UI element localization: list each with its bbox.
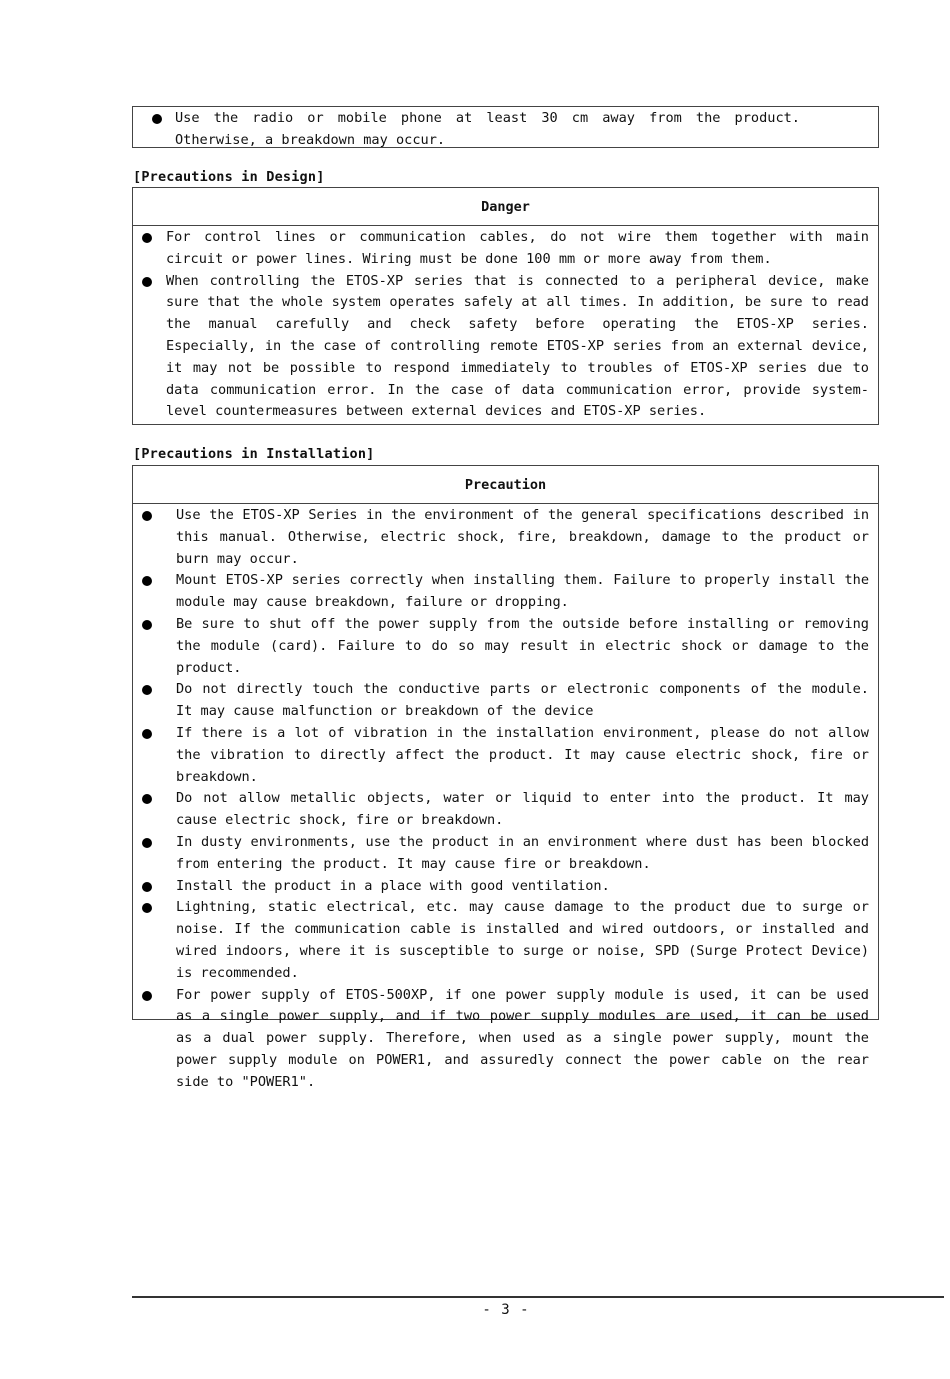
bullet-icon xyxy=(142,576,152,586)
page-number: - 3 - xyxy=(482,1302,530,1318)
list-item-text: Be sure to shut off the power supply from the outside before installing or removing the module (card). Failure to do so may result in electric shock or damage to the product. xyxy=(176,615,869,676)
list-item-text: In dusty environments, use the product in an environment where dust has been blocked from entering the product. It may cause fire or breakdown. xyxy=(176,833,869,872)
list-item xyxy=(133,505,878,570)
precaution-header: Precaution xyxy=(133,466,878,504)
bullet-icon xyxy=(142,620,152,630)
list-item xyxy=(133,271,878,424)
list-item xyxy=(133,985,878,1094)
bullet-icon xyxy=(142,838,152,848)
list-item xyxy=(133,876,878,898)
list-item-text: For power supply of ETOS-500XP, if one power supply module is used, it can be used as a single power supply, and if two power supply modules are used, it can be used as a dual power supply. Therefore, when used as a single power supply, mount the power supply module on POWER1, and assuredly connect the power cable on the rear side to "POWER1". xyxy=(176,986,869,1090)
list-item xyxy=(133,832,878,876)
bullet-icon xyxy=(152,114,162,124)
list-item-text: Lightning, static electrical, etc. may cause damage to the product due to surge or noise. If the communication cable is installed and wired outdoors, or installed and wired indoors, where it is susceptible to surge or noise, SPD (Surge Protect Device) is recommended. xyxy=(176,899,869,981)
list-item xyxy=(133,108,878,152)
list-item xyxy=(133,788,878,832)
bullet-icon xyxy=(142,991,152,1001)
list-item xyxy=(133,227,878,271)
list-item xyxy=(133,723,878,788)
section-title-installation: [Precautions in Installation] xyxy=(133,446,375,462)
bullet-icon xyxy=(142,685,152,695)
bullet-icon xyxy=(142,233,152,243)
notice-list xyxy=(133,108,878,152)
bullet-icon xyxy=(142,903,152,913)
list-item xyxy=(133,679,878,723)
bullet-icon xyxy=(142,511,152,521)
danger-header: Danger xyxy=(133,188,878,226)
bullet-icon xyxy=(142,794,152,804)
danger-box xyxy=(132,187,879,425)
list-item-text: When controlling the ETOS-XP series that is connected to a peripheral device, make sure that the whole system operates safely at all times. In addition, be sure to read the manual carefully and check safety before operating the ETOS-XP series. Especially, in the case of controlling remote ETOS-XP series from an external device, it may not be possible to respond immediately to troubles of ETOS-XP series due to data communication error. In the case of data communication error, provide system-level countermeasures between external devices and ETOS-XP series. xyxy=(166,272,869,420)
list-item-text: Do not allow metallic objects, water or liquid to enter into the product. It may cause electric shock, fire or breakdown. xyxy=(176,790,869,829)
bullet-icon xyxy=(142,882,152,892)
list-item-text: If there is a lot of vibration in the installation environment, please do not allow the vibration to directly affect the product. It may cause electric shock, fire or breakdown. xyxy=(176,724,869,785)
bullet-icon xyxy=(142,729,152,739)
section-title-design: [Precautions in Design] xyxy=(133,169,325,185)
precaution-list xyxy=(133,504,878,1094)
precaution-box xyxy=(132,465,879,1090)
list-item xyxy=(133,570,878,614)
list-item-text: Use the radio or mobile phone at least 30 cm away from the product. Otherwise, a breakdown may occur. xyxy=(175,110,800,148)
list-item-text: Mount ETOS-XP series correctly when installing them. Failure to properly install the module may cause breakdown, failure or dropping. xyxy=(176,572,869,611)
list-item xyxy=(133,614,878,679)
footer-divider xyxy=(132,1296,944,1298)
list-item-text: Use the ETOS-XP Series in the environment of the general specifications described in this manual. Otherwise, electric shock, fire, breakdown, damage to the product or burn may occur. xyxy=(176,507,869,567)
list-item-text: For control lines or communication cables, do not wire them together with main circuit or power lines. Wiring must be done 100 mm or more away from them. xyxy=(166,229,869,267)
notice-box xyxy=(132,106,879,148)
danger-list xyxy=(133,226,878,423)
bullet-icon xyxy=(142,277,152,287)
list-item-text: Install the product in a place with good ventilation. xyxy=(176,877,610,894)
list-item-text: Do not directly touch the conductive parts or electronic components of the module. It may cause malfunction or breakdown of the device xyxy=(176,681,869,720)
list-item xyxy=(133,897,878,984)
